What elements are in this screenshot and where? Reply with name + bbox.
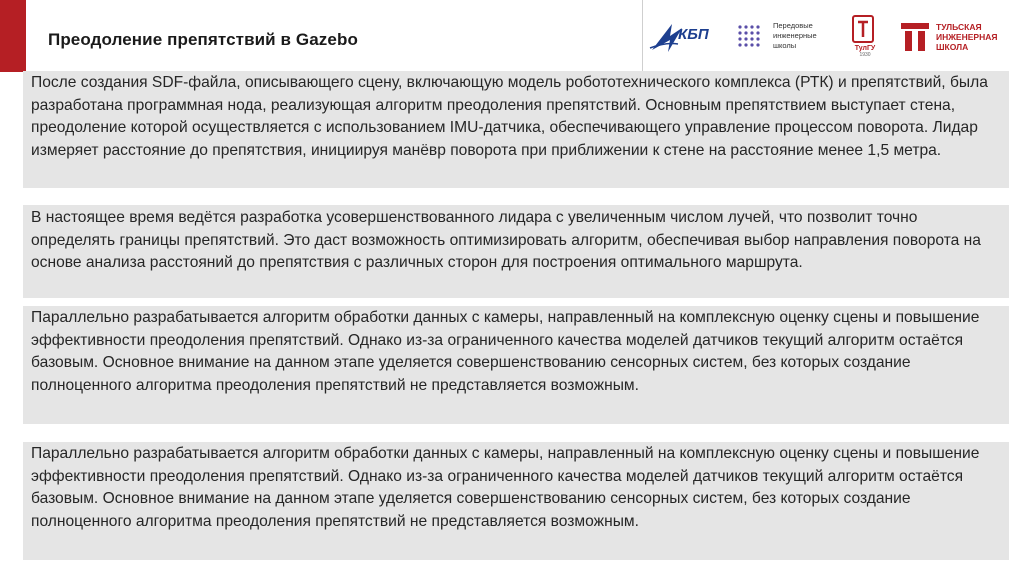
paragraph-card: После создания SDF-файла, описывающего сцену, включающую модель робототехнического комплекса (РТК) и препятствий, была разработана программная нода, реализующая алгоритм преодоления препятствий. Основным препятствием выступает стена, преодоление которой осуществляется с использованием IMU-датчика, обеспечивающего управление процессом поворота. Лидар измеряет расстояние до препятствия, инициируя манёвр поворота при приближении к стене на расстояние менее 1,5 метра. xyxy=(23,71,1009,188)
tish-logo-icon xyxy=(900,22,930,52)
schools-dots-icon xyxy=(737,24,763,50)
paragraph-card: Параллельно разрабатывается алгоритм обработки данных с камеры, направленный на комплексную оценку сцены и повышение эффективности преодоления препятствий. Однако из-за ограниченного качества моделей датчиков текущий алгоритм остаётся базовым. Основное внимание на данном этапе уделяется совершенствованию сенсорных систем, без которых создание полноценного алгоритма преодоления препятствий не представляется возможным. xyxy=(23,306,1009,424)
paragraph-card: Параллельно разрабатывается алгоритм обработки данных с камеры, направленный на комплексную оценку сцены и повышение эффективности преодоления препятствий. Однако из-за ограниченного качества моделей датчиков текущий алгоритм остаётся базовым. Основное внимание на данном этапе уделяется совершенствованию сенсорных систем, без которых создание полноценного алгоритма преодоления препятствий не представляется возможным. xyxy=(23,442,1009,560)
paragraph-card: В настоящее время ведётся разработка усовершенствованного лидара с увеличенным числом лучей, что позволит точно определять границы препятствий. Это даст возможность оптимизировать алгоритм, обеспечивая выбор направления поворота на основе анализа расстояний до препятствия с различных сторон для построения оптимального маршрута. xyxy=(23,205,1009,298)
page-title: Преодоление препятствий в Gazebo xyxy=(48,30,358,49)
tish-logo-text: ТУЛЬСКАЯ ИНЖЕНЕРНАЯ ШКОЛА xyxy=(936,22,998,52)
tulgu-logo-text: ТулГУ 1930 xyxy=(854,45,876,58)
schools-logo-text: Передовые инженерные школы xyxy=(773,21,817,50)
header-accent-bar xyxy=(0,0,26,72)
kbp-logo-text: КБП xyxy=(678,26,709,43)
header-divider xyxy=(642,0,643,72)
